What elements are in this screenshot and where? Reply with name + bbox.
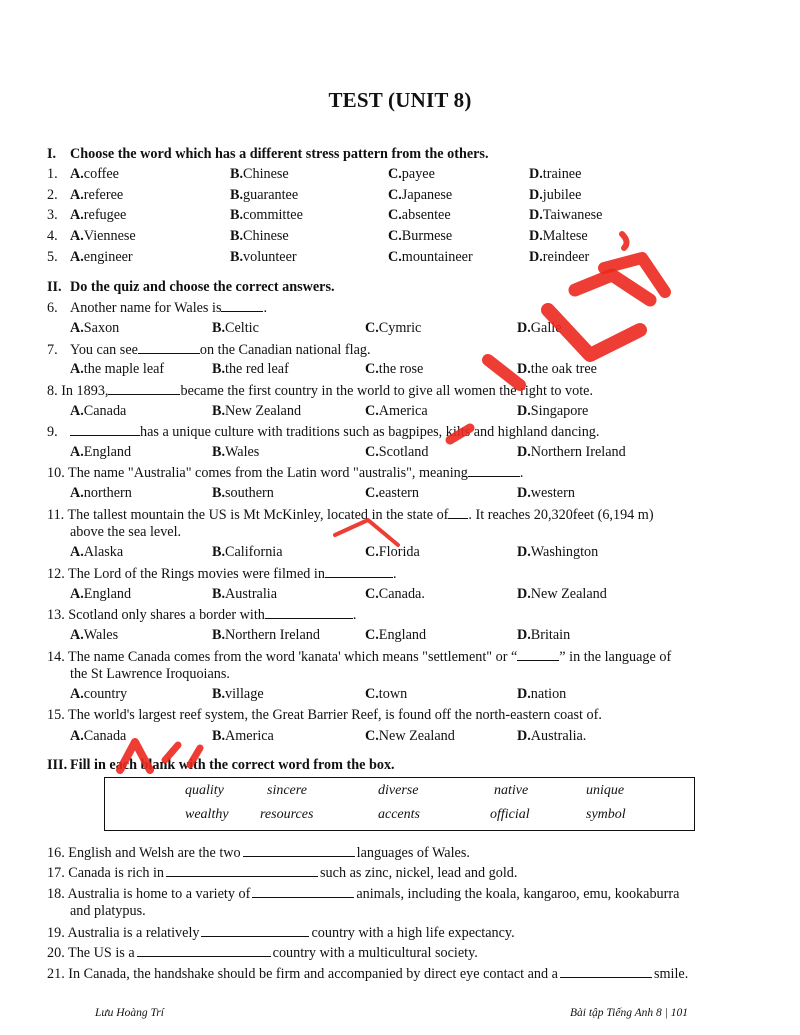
option-letter: B.: [212, 544, 226, 560]
question-text-end: country with a multicultural society.: [272, 945, 478, 961]
word-box: [104, 777, 695, 831]
option-letter: A.: [70, 248, 84, 265]
answer-blank[interactable]: [325, 565, 393, 578]
box-word: symbol: [586, 807, 626, 822]
option-text: southern: [225, 485, 274, 501]
question-text-end: . It reaches 20,320feet (6,194 m): [468, 507, 654, 523]
option-text: jubilee: [542, 186, 582, 203]
option-text: Viennese: [83, 228, 136, 245]
question-text-end: languages of Wales.: [356, 845, 470, 861]
option-a: [70, 728, 126, 744]
option-text: Northern Ireland: [225, 627, 320, 643]
question-q14: [47, 648, 757, 665]
option-text: Washington: [530, 544, 599, 560]
option-letter: A.: [70, 686, 84, 702]
option-text: coffee: [83, 166, 119, 182]
option-letter: B.: [212, 444, 226, 460]
option-letter: C.: [365, 586, 379, 602]
answer-blank[interactable]: [517, 648, 559, 661]
option-letter: A.: [70, 166, 84, 182]
question-text-end: .: [519, 465, 524, 481]
answer-blank[interactable]: [265, 606, 353, 619]
option-d: [529, 228, 588, 244]
option-b: [212, 444, 259, 460]
option-text: England: [378, 627, 427, 643]
option-b: [212, 728, 274, 744]
box-word: wealthy: [185, 807, 229, 822]
question-number: 18.: [47, 886, 65, 902]
option-letter: C.: [388, 207, 402, 224]
question-number: 3.: [47, 207, 58, 224]
section-2-heading: II. Do the quiz and choose the correct answers.: [47, 279, 335, 295]
option-letter: A.: [70, 361, 84, 377]
option-text: committee: [243, 207, 303, 224]
question-text: Scotland only shares a border with: [68, 607, 265, 623]
option-b: [230, 166, 289, 182]
answer-blank[interactable]: [221, 299, 263, 312]
question-q8: [47, 382, 757, 399]
option-text: Chinese: [243, 166, 289, 182]
option-d: [517, 444, 626, 460]
option-letter: A.: [70, 627, 84, 643]
box-word: resources: [260, 807, 314, 822]
answer-blank[interactable]: [138, 341, 200, 354]
question-continuation: [70, 524, 780, 540]
option-letter: B.: [230, 248, 244, 265]
option-letter: D.: [517, 586, 531, 602]
option-d: [529, 207, 602, 223]
option-text: Celtic: [225, 320, 259, 336]
question-text: In 1893,: [61, 383, 109, 399]
option-a: [70, 544, 123, 560]
option-c: [388, 187, 452, 203]
option-text: eastern: [378, 485, 419, 501]
option-letter: D.: [517, 627, 531, 643]
question-text: The name "Australia" comes from the Latin word "australis", meaning: [68, 465, 468, 481]
box-word: official: [490, 807, 530, 822]
question-q16: [47, 844, 757, 861]
option-letter: D.: [517, 544, 531, 560]
option-letter: D.: [529, 228, 543, 245]
option-text: Japanese: [401, 186, 453, 203]
section-3-heading: III. Fill in each blank with the correct word from the box.: [47, 757, 395, 773]
option-b: [212, 686, 264, 702]
option-text: volunteer: [243, 248, 297, 265]
option-d: [517, 627, 570, 643]
option-a: [70, 249, 133, 265]
option-c: [365, 403, 428, 419]
option-letter: D.: [517, 444, 531, 460]
option-letter: D.: [517, 485, 531, 501]
question-text: The world's largest reef system, the Great Barrier Reef, is found off the north-eastern coast of: [68, 707, 599, 723]
question-text-end: such as zinc, nickel, lead and gold.: [320, 865, 518, 881]
option-letter: D.: [517, 403, 531, 419]
option-b: [212, 544, 283, 560]
question-text-end: .: [392, 566, 397, 582]
option-text: nation: [530, 686, 567, 702]
option-text: Australia: [225, 586, 278, 602]
option-letter: C.: [365, 320, 379, 336]
option-text: Wales: [83, 627, 119, 643]
option-text: America: [378, 403, 428, 419]
option-text: Canada: [83, 728, 127, 744]
question-q20: [47, 944, 757, 961]
option-text: the red leaf: [225, 361, 289, 377]
option-b: [230, 249, 297, 265]
option-d: [517, 728, 586, 744]
question-text: The Lord of the Rings movies were filmed in: [68, 566, 325, 582]
question-text-end: .: [598, 707, 602, 723]
option-a: [70, 361, 164, 377]
option-letter: D.: [529, 207, 543, 224]
question-text: Australia is a relatively: [67, 925, 200, 941]
option-b: [212, 403, 301, 419]
option-c: [365, 586, 425, 602]
question-number: 12.: [47, 566, 65, 582]
question-number: 6.: [47, 300, 58, 316]
option-text: Canada.: [378, 586, 425, 602]
option-letter: D.: [529, 166, 543, 182]
question-q19: [47, 924, 757, 941]
option-d: [529, 249, 589, 265]
footer-page-info: Bài tập Tiếng Anh 8 | 101: [570, 1007, 688, 1019]
option-text: country: [83, 686, 128, 702]
question-q17: [47, 864, 757, 881]
box-word: accents: [378, 807, 420, 822]
option-a: [70, 228, 136, 244]
option-letter: D.: [517, 728, 531, 744]
option-letter: B.: [230, 186, 244, 203]
question-number: 13.: [47, 607, 65, 623]
question-q13: [47, 606, 757, 623]
answer-blank[interactable]: [166, 864, 318, 877]
option-letter: A.: [70, 586, 84, 602]
section-1-heading: I. Choose the word which has a different stress pattern from the others.: [47, 146, 489, 162]
answer-blank[interactable]: [252, 885, 354, 898]
question-text-end: ” in the language of: [559, 649, 672, 665]
question-q6: [47, 299, 757, 316]
option-letter: C.: [388, 166, 402, 182]
option-b: [212, 586, 277, 602]
box-word: unique: [586, 783, 625, 798]
footer-author: Lưu Hoàng Trí: [95, 1007, 164, 1019]
option-d: [517, 320, 562, 336]
question-number: 20.: [47, 945, 65, 961]
question-text-end: .: [352, 607, 357, 623]
page-title: TEST (UNIT 8): [328, 88, 472, 112]
option-a: [70, 444, 131, 460]
option-text: guarantee: [243, 186, 299, 203]
option-text: Burmese: [401, 228, 453, 245]
option-a: [70, 686, 127, 702]
option-text: northern: [83, 485, 132, 501]
box-word: sincere: [267, 783, 307, 798]
question-text: English and Welsh are the two: [68, 845, 241, 861]
option-c: [365, 686, 407, 702]
option-a: [70, 485, 132, 501]
option-letter: C.: [388, 228, 402, 245]
question-q21: [47, 965, 757, 982]
option-d: [517, 544, 598, 560]
question-q10: [47, 464, 757, 481]
answer-blank[interactable]: [560, 965, 652, 978]
option-d: [529, 187, 581, 203]
question-text: In Canada, the handshake should be firm and accompanied by direct eye contact and a: [68, 966, 558, 982]
option-a: [70, 207, 126, 223]
option-text: absentee: [401, 207, 451, 224]
question-text-end: animals, including the koala, kangaroo, emu, kookaburra: [356, 886, 680, 902]
option-a: [70, 627, 118, 643]
option-a: [70, 187, 123, 203]
option-c: [365, 444, 428, 460]
option-text: the oak tree: [530, 361, 597, 377]
answer-blank[interactable]: [137, 944, 271, 957]
question-number: 7.: [47, 342, 58, 358]
option-b: [212, 627, 320, 643]
question-number: 1.: [47, 166, 58, 182]
question-text: The name Canada comes from the word 'kanata' which means "settlement" or “: [68, 649, 518, 665]
option-letter: A.: [70, 403, 84, 419]
option-c: [365, 728, 455, 744]
option-c: [388, 249, 473, 265]
option-letter: B.: [230, 228, 244, 245]
continuation-text: above the sea level.: [70, 524, 182, 540]
option-text: Scotland: [378, 444, 429, 460]
continuation-text: the St Lawrence Iroquoians.: [70, 666, 230, 682]
option-letter: B.: [212, 361, 226, 377]
option-letter: C.: [365, 444, 379, 460]
option-c: [365, 361, 423, 377]
option-text: refugee: [83, 207, 127, 224]
question-text-end: became the first country in the world to give all women the right to vote.: [180, 383, 593, 399]
question-number: 16.: [47, 845, 65, 861]
option-c: [388, 207, 451, 223]
box-word: diverse: [378, 783, 419, 798]
option-letter: C.: [365, 728, 379, 744]
option-text: trainee: [542, 166, 582, 182]
answer-blank[interactable]: [201, 924, 309, 937]
option-letter: C.: [365, 361, 379, 377]
option-c: [365, 320, 421, 336]
option-letter: A.: [70, 485, 84, 501]
option-b: [212, 320, 259, 336]
option-text: referee: [83, 186, 124, 203]
option-d: [529, 166, 581, 182]
option-letter: C.: [365, 627, 379, 643]
question-q18: [47, 885, 757, 902]
option-letter: A.: [70, 207, 84, 224]
option-text: England: [83, 586, 132, 602]
question-text: You can see: [70, 342, 138, 358]
option-letter: B.: [212, 586, 226, 602]
question-text-end: smile.: [653, 966, 689, 982]
option-text: America: [225, 728, 274, 744]
answer-blank[interactable]: [448, 506, 468, 519]
question-q7: [47, 341, 757, 358]
box-word: native: [494, 783, 529, 798]
question-text: The tallest mountain the US is Mt McKinley, located in the state of: [67, 507, 449, 523]
option-text: the maple leaf: [83, 361, 165, 377]
option-a: [70, 320, 119, 336]
option-letter: C.: [388, 186, 402, 203]
question-text: Canada is rich in: [68, 865, 165, 881]
option-text: the rose: [378, 361, 424, 377]
option-a: [70, 166, 119, 182]
option-letter: B.: [230, 166, 244, 182]
option-letter: A.: [70, 728, 84, 744]
option-text: Northern Ireland: [530, 444, 626, 460]
question-text-end: country with a high life expectancy.: [311, 925, 515, 941]
option-text: Florida: [378, 544, 420, 560]
question-text-end: has a unique culture with traditions such as bagpipes, kilts and highland dancing.: [140, 424, 600, 440]
question-number: 8.: [47, 383, 58, 399]
option-letter: B.: [212, 320, 226, 336]
option-text: Galle: [530, 320, 562, 336]
option-d: [517, 586, 607, 602]
option-letter: D.: [529, 186, 543, 203]
option-text: mountaineer: [401, 248, 473, 265]
question-number: 5.: [47, 248, 58, 265]
answer-blank[interactable]: [108, 382, 180, 395]
option-text: Wales: [225, 444, 260, 460]
continuation-text: and platypus.: [70, 903, 146, 919]
option-c: [388, 166, 435, 182]
box-word: quality: [185, 783, 224, 798]
question-number: 11.: [47, 507, 65, 523]
option-letter: D.: [517, 686, 531, 702]
option-text: western: [530, 485, 575, 501]
option-letter: C.: [365, 485, 379, 501]
option-letter: D.: [529, 248, 543, 265]
question-number: 4.: [47, 228, 58, 245]
option-d: [517, 361, 597, 377]
option-text: Taiwanese: [542, 207, 603, 224]
question-text: Australia is home to a variety of: [67, 886, 251, 902]
option-text: village: [225, 686, 264, 702]
option-letter: C.: [388, 248, 402, 265]
option-d: [517, 686, 566, 702]
question-text-end: on the Canadian national flag.: [199, 342, 371, 358]
question-number: 9.: [47, 424, 58, 440]
question-q9: [47, 423, 757, 440]
option-letter: C.: [365, 686, 379, 702]
question-q11: [47, 506, 757, 523]
option-text: Canada: [83, 403, 127, 419]
option-text: Britain: [530, 627, 571, 643]
question-q12: [47, 565, 757, 582]
answer-blank[interactable]: [70, 423, 140, 436]
option-a: [70, 403, 126, 419]
option-text: New Zealand: [378, 728, 455, 744]
option-letter: A.: [70, 444, 84, 460]
option-letter: B.: [212, 403, 226, 419]
option-c: [365, 627, 426, 643]
option-letter: B.: [230, 207, 244, 224]
option-text: New Zealand: [225, 403, 302, 419]
question-continuation: [70, 903, 780, 919]
option-letter: C.: [365, 544, 379, 560]
option-letter: B.: [212, 728, 226, 744]
option-text: payee: [401, 166, 435, 182]
option-text: Chinese: [243, 228, 289, 245]
option-letter: A.: [70, 186, 84, 203]
option-letter: D.: [517, 320, 531, 336]
question-number: 14.: [47, 649, 65, 665]
option-letter: B.: [212, 485, 226, 501]
question-number: 21.: [47, 966, 65, 982]
question-number: 19.: [47, 925, 65, 941]
option-text: Maltese: [542, 228, 588, 245]
option-text: New Zealand: [530, 586, 607, 602]
option-c: [365, 485, 419, 501]
option-letter: B.: [212, 627, 226, 643]
option-c: [365, 544, 420, 560]
option-text: engineer: [83, 248, 133, 265]
option-b: [230, 187, 298, 203]
answer-blank[interactable]: [468, 464, 520, 477]
question-number: 17.: [47, 865, 65, 881]
option-b: [212, 361, 289, 377]
option-text: California: [225, 544, 283, 560]
option-text: England: [83, 444, 132, 460]
option-letter: D.: [517, 361, 531, 377]
question-number: 2.: [47, 186, 58, 203]
option-letter: A.: [70, 320, 84, 336]
question-continuation: [70, 666, 780, 682]
option-text: Singapore: [530, 403, 589, 419]
answer-blank[interactable]: [243, 844, 355, 857]
option-letter: B.: [212, 686, 226, 702]
option-text: Saxon: [83, 320, 120, 336]
question-number: 15.: [47, 707, 65, 723]
question-text: The US is a: [68, 945, 135, 961]
question-text: Another name for Wales is: [70, 300, 222, 316]
option-letter: A.: [70, 228, 84, 245]
option-letter: C.: [365, 403, 379, 419]
option-c: [388, 228, 452, 244]
question-text-end: .: [263, 300, 268, 316]
option-text: Alaska: [83, 544, 124, 560]
option-b: [230, 207, 303, 223]
option-text: reindeer: [542, 248, 590, 265]
option-text: Cymric: [378, 320, 422, 336]
question-q15: [47, 707, 757, 723]
question-number: 10.: [47, 465, 65, 481]
option-b: [212, 485, 274, 501]
option-b: [230, 228, 289, 244]
option-letter: A.: [70, 544, 84, 560]
option-d: [517, 403, 588, 419]
option-text: town: [378, 686, 408, 702]
option-a: [70, 586, 131, 602]
option-d: [517, 485, 575, 501]
option-text: Australia.: [530, 728, 587, 744]
